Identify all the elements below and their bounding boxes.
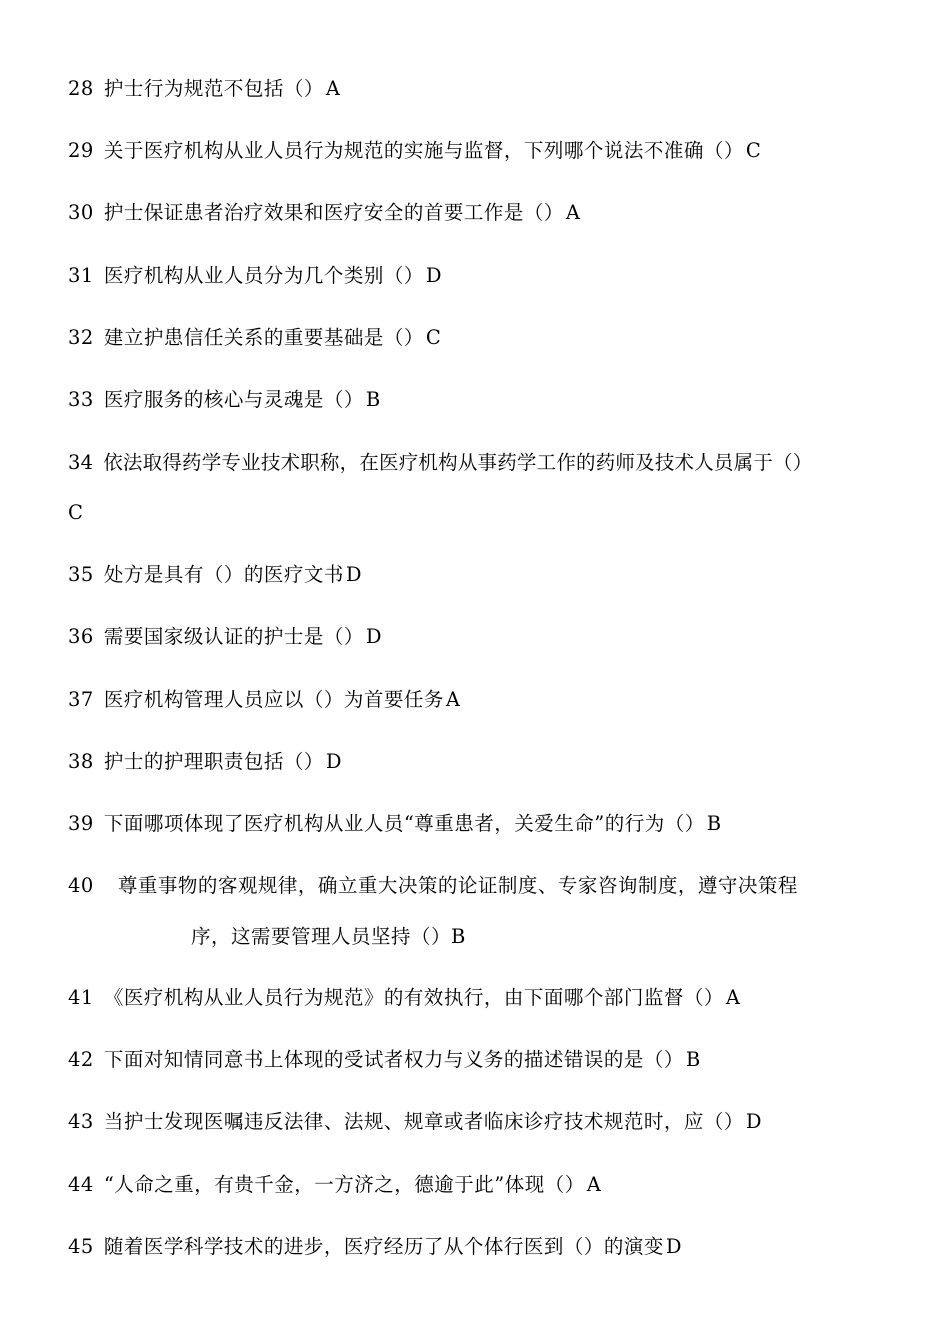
question-answer: D — [745, 1110, 762, 1133]
question-41 — [68, 986, 740, 1010]
question-text: 护士保证患者治疗效果和医疗安全的首要工作是（） — [103, 201, 564, 224]
question-30 — [68, 201, 580, 225]
question-number: 28 — [68, 77, 94, 100]
question-number: 42 — [68, 1048, 94, 1071]
question-37 — [68, 688, 460, 712]
question-text: 随着医学科学技术的进步，医疗经历了从个体行医到（）的演变 — [103, 1235, 664, 1258]
question-answer: A — [445, 688, 461, 711]
question-number: 32 — [68, 326, 94, 349]
question-29 — [68, 139, 761, 163]
question-text: 关于医疗机构从业人员行为规范的实施与监督，下列哪个说法不准确（） — [103, 139, 744, 162]
question-43 — [68, 1110, 762, 1134]
question-answer: A — [565, 201, 581, 224]
question-answer: B — [706, 812, 722, 835]
question-32 — [68, 326, 441, 350]
question-answer: A — [586, 1173, 602, 1196]
question-number: 39 — [68, 812, 94, 835]
question-answer: D — [325, 750, 342, 773]
question-number: 40 — [68, 874, 94, 897]
question-answer: D — [345, 563, 362, 586]
question-42 — [68, 1048, 701, 1072]
question-text: 医疗服务的核心与灵魂是（） — [103, 388, 364, 411]
question-answer: B — [685, 1048, 701, 1071]
question-text: 下面对知情同意书上体现的受试者权力与义务的描述错误的是（） — [103, 1048, 684, 1071]
question-number: 35 — [68, 563, 94, 586]
question-answer: D — [365, 625, 382, 648]
question-number: 33 — [68, 388, 94, 411]
question-text: 护士行为规范不包括（） — [103, 77, 324, 100]
question-39 — [68, 812, 722, 836]
question-number: 34 — [68, 451, 94, 474]
question-38 — [68, 750, 342, 774]
question-text: 下面哪项体现了医疗机构从业人员“尊重患者，关爱生命”的行为（） — [103, 812, 705, 835]
question-33 — [68, 388, 381, 412]
question-number: 31 — [68, 264, 94, 287]
question-text: 需要国家级认证的护士是（） — [103, 625, 364, 648]
question-text: 当护士发现医嘱违反法律、法规、规章或者临床诊疗技术规范时，应（） — [103, 1110, 744, 1133]
question-31 — [68, 264, 442, 288]
question-text: 依法取得药学专业技术职称，在医疗机构从事药学工作的药师及技术人员属于（） — [103, 451, 813, 474]
question-number: 36 — [68, 625, 94, 648]
question-number: 41 — [68, 986, 94, 1009]
question-answer: A — [725, 986, 741, 1009]
question-number: 37 — [68, 688, 94, 711]
question-number: 44 — [68, 1173, 94, 1196]
question-28 — [68, 77, 340, 101]
question-text: 《医疗机构从业人员行为规范》的有效执行，由下面哪个部门监督（） — [103, 986, 724, 1009]
question-text: “人命之重，有贵千金，一方济之，德逾于此”体现（） — [103, 1173, 585, 1196]
question-text: 处方是具有（）的医疗文书 — [103, 563, 344, 586]
question-text: 护士的护理职责包括（） — [103, 750, 324, 773]
question-34 — [68, 451, 814, 475]
question-answer: A — [325, 77, 341, 100]
question-text: 尊重事物的客观规律，确立重大决策的论证制度、专家咨询制度，遵守决策程 — [117, 874, 798, 897]
question-number: 38 — [68, 750, 94, 773]
question-number: 43 — [68, 1110, 94, 1133]
question-answer: B — [365, 388, 381, 411]
question-40 — [68, 874, 800, 898]
question-36 — [68, 625, 382, 649]
question-answer: C — [425, 326, 442, 349]
question-number: 45 — [68, 1235, 94, 1258]
question-number: 30 — [68, 201, 94, 224]
question-44 — [68, 1173, 601, 1197]
question-answer: D — [665, 1235, 682, 1258]
question-answer: D — [425, 264, 442, 287]
question-40-continuation: 序，这需要管理人员坚持（）B — [191, 925, 466, 948]
question-35 — [68, 563, 362, 587]
question-45 — [68, 1235, 682, 1259]
question-answer: C — [745, 139, 762, 162]
question-number: 29 — [68, 139, 94, 162]
question-text: 建立护患信任关系的重要基础是（） — [103, 326, 424, 349]
question-text: 医疗机构管理人员应以（）为首要任务 — [103, 688, 444, 711]
question-text: 医疗机构从业人员分为几个类别（） — [103, 264, 424, 287]
question-34-continuation: C — [68, 501, 84, 524]
